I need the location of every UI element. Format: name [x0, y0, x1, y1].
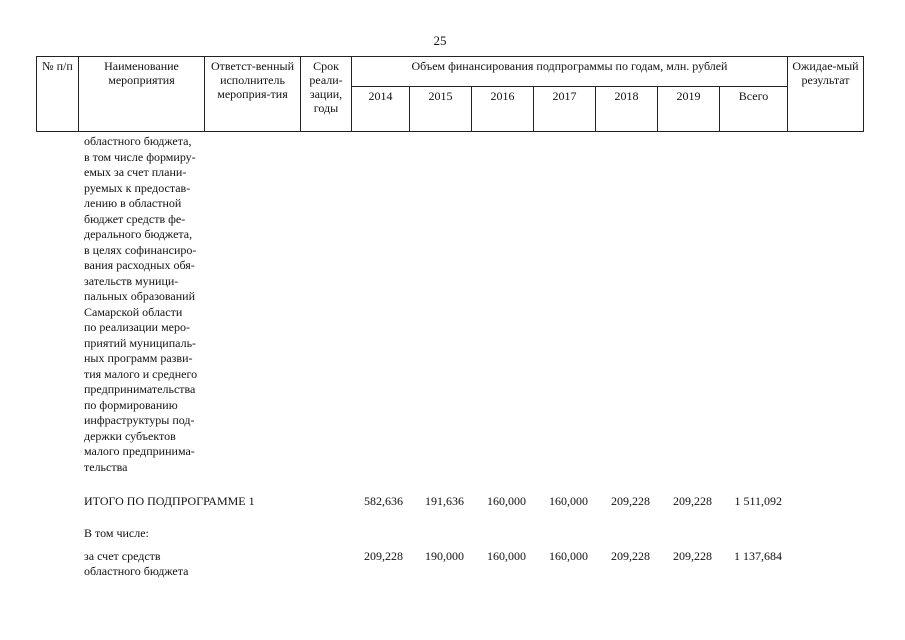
regional-label-line2: областного бюджета [84, 564, 189, 578]
regional-value-2015: 190,000 [425, 549, 464, 563]
regional-value-2019: 209,228 [673, 549, 712, 563]
description-line: по формированию [84, 397, 178, 412]
description-line: в том числе формиру- [84, 149, 196, 164]
header-term: Срок реали-зации, годы [300, 56, 352, 132]
header-year-2019: 2019 [657, 86, 720, 132]
regional-value-all: 1 137,684 [734, 549, 782, 563]
description-line: руемых к предостав- [84, 180, 191, 195]
description-line: бюджет средств фе- [84, 211, 186, 226]
description-line: приятий муниципаль- [84, 335, 197, 350]
header-funding: Объем финансирования подпрограммы по годам, млн. рублей [351, 56, 788, 87]
description-line: лению в областной [84, 196, 182, 210]
header-expected: Ожидае-мый результат [787, 56, 864, 132]
description-line: вания расходных обя- [84, 258, 195, 272]
description-line: инфраструктуры под- [84, 413, 195, 427]
total-label: ИТОГО ПО ПОДПРОГРАММЕ 1 [84, 494, 255, 508]
regional-label-line1: за счет средств [84, 549, 161, 563]
description-line: зательств муници- [84, 273, 179, 288]
header-year-2018: 2018 [595, 86, 658, 132]
description-line: малого предпринима- [84, 444, 195, 458]
header-year-2017: 2017 [533, 86, 596, 132]
including-label: В том числе: [84, 526, 149, 540]
header-name: Наименование мероприятия [78, 56, 205, 132]
regional-value-2017: 160,000 [549, 549, 588, 563]
header-total: Всего [719, 86, 788, 132]
header-num: № п/п [36, 56, 79, 132]
description-line: областного бюджета, [84, 134, 192, 148]
header-responsible: Ответст-венный исполнитель мероприя-тия [204, 56, 301, 132]
total-value-2014: 582,636 [364, 494, 403, 508]
total-value-all: 1 511,092 [734, 494, 782, 508]
header-year-2015: 2015 [409, 86, 472, 132]
description-line: пальных образований [84, 289, 195, 303]
total-value-2017: 160,000 [549, 494, 588, 508]
description-line: Самарской области [84, 304, 183, 319]
description-line: дерального бюджета, [84, 227, 193, 241]
description-line: емых за счет плани- [84, 165, 187, 179]
description-line: тия малого и среднего [84, 366, 198, 381]
total-value-2015: 191,636 [425, 494, 464, 508]
table-header [36, 56, 864, 132]
regional-value-2016: 160,000 [487, 549, 526, 563]
header-year-2016: 2016 [471, 86, 534, 132]
regional-value-2014: 209,228 [364, 549, 403, 563]
description-line: по реализации меро- [84, 320, 190, 334]
header-year-2014: 2014 [351, 86, 410, 132]
total-value-2018: 209,228 [611, 494, 650, 508]
description-line: предпринимательства [84, 382, 196, 396]
page-number: 25 [433, 33, 447, 48]
regional-value-2018: 209,228 [611, 549, 650, 563]
description-line: тельства [84, 459, 128, 474]
description-line: в целях софинансиро- [84, 242, 197, 257]
total-value-2019: 209,228 [673, 494, 712, 508]
description-line: держки субъектов [84, 428, 176, 443]
total-value-2016: 160,000 [487, 494, 526, 508]
description-line: ных программ разви- [84, 351, 193, 365]
measure-description [84, 134, 212, 475]
